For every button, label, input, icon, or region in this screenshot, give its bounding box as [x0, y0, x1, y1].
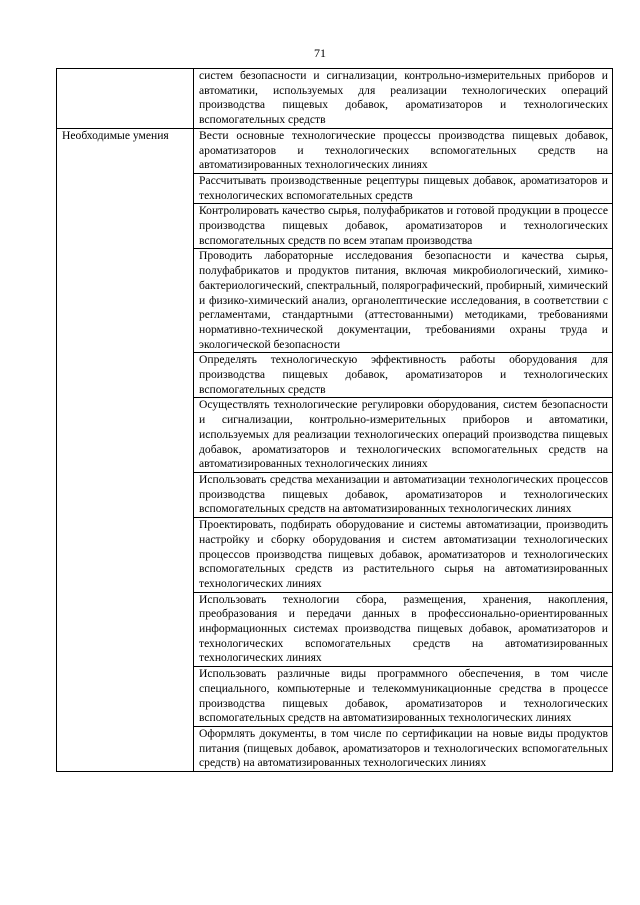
- document-table: [56, 68, 613, 772]
- continuation-text: систем безопасности и сигнализации, контрольно-измерительных приборов и автоматики, используемых для реализации технологических операций производства пищевых добавок, ароматизаторов и технологических вспомогательных средств: [199, 69, 608, 127]
- skill-text: Определять технологическую эффективность работы оборудования для производства пищевых добавок, ароматизаторов и технологических вспомогательных средств: [199, 353, 608, 396]
- table-row: [57, 69, 613, 129]
- skill-text: Вести основные технологические процессы производства пищевых добавок, ароматизаторов и технологических вспомогательных средств на автоматизированных технологических линиях: [199, 128, 608, 172]
- skill-cell: [194, 204, 613, 249]
- skill-text: Использовать технологии сбора, размещения, хранения, накопления, преобразования и передачи данных в профессионально-ориентированных информационных системах производства пищевых добавок, ароматизаторов и технологических вспомогательных средств на автоматизированных технологических линиях: [199, 592, 608, 665]
- skill-cell: [194, 726, 613, 771]
- empty-label-cell: [57, 69, 194, 129]
- skill-text: Проектировать, подбирать оборудование и системы автоматизации, производить настройку и сборку оборудования и систем автоматизации технологических процессов производства пищевых добавок, ароматизаторов и технологических вспомогательных средств из растительного сырья на автоматизированных технологических линиях: [199, 518, 608, 590]
- page-number: 71: [314, 46, 326, 60]
- section-label: Необходимые умения: [62, 128, 169, 142]
- skill-text: Контролировать качество сырья, полуфабрикатов и готовой продукции в процессе производства пищевых добавок, ароматизаторов и технологических вспомогательных средств по всем этапам производства: [199, 204, 608, 247]
- skill-cell: [194, 249, 613, 353]
- skill-cell: [194, 173, 613, 203]
- skill-text: Оформлять документы, в том числе по сертификации на новые виды продуктов питания (пищевых добавок, ароматизаторов и технологических вспомогательных средств) на автоматизированных технологических линиях: [199, 726, 608, 770]
- skill-cell: [194, 667, 613, 727]
- skill-cell: [194, 592, 613, 667]
- skill-cell: [194, 518, 613, 593]
- skill-text: Рассчитывать производственные рецептуры пищевых добавок, ароматизаторов и технологических вспомогательных средств: [199, 173, 608, 202]
- skill-text: Использовать различные виды программного обеспечения, в том числе специального, компьютерные и телекоммуникационные средства в процессе производства пищевых добавок, ароматизаторов и технологических вспомогательных средств на автоматизированных технологических линиях: [199, 667, 608, 725]
- skill-cell: [194, 353, 613, 398]
- continuation-cell: [194, 69, 613, 129]
- skill-text: Использовать средства механизации и автоматизации технологических процессов производства пищевых добавок, ароматизаторов и технологических вспомогательных средств на автоматизированных технологических линиях: [199, 472, 608, 516]
- section-label-cell: [57, 128, 194, 771]
- skill-text: Осуществлять технологические регулировки оборудования, систем безопасности и сигнализации, контрольно-измерительных приборов и автоматики, используемых для реализации технологических операций производства пищевых добавок, ароматизаторов и технологических вспомогательных средств на автоматизированных технологических линиях: [199, 398, 608, 471]
- skill-cell: [194, 398, 613, 473]
- table-row: [57, 128, 613, 173]
- skill-cell: [194, 472, 613, 517]
- skill-text: Проводить лабораторные исследования безопасности и качества сырья, полуфабрикатов и продуктов питания, включая микробиологический, химико-бактериологический, спектральный, полярографический, пробирный, химический и физико-химический анализ, органолептические исследования, в соответствии с регламентами, стандартными (аттестованными) методиками, требованиями нормативно-технической документации, требованиями охраны труда и экологической безопасности: [199, 249, 608, 351]
- skill-cell: [194, 128, 613, 173]
